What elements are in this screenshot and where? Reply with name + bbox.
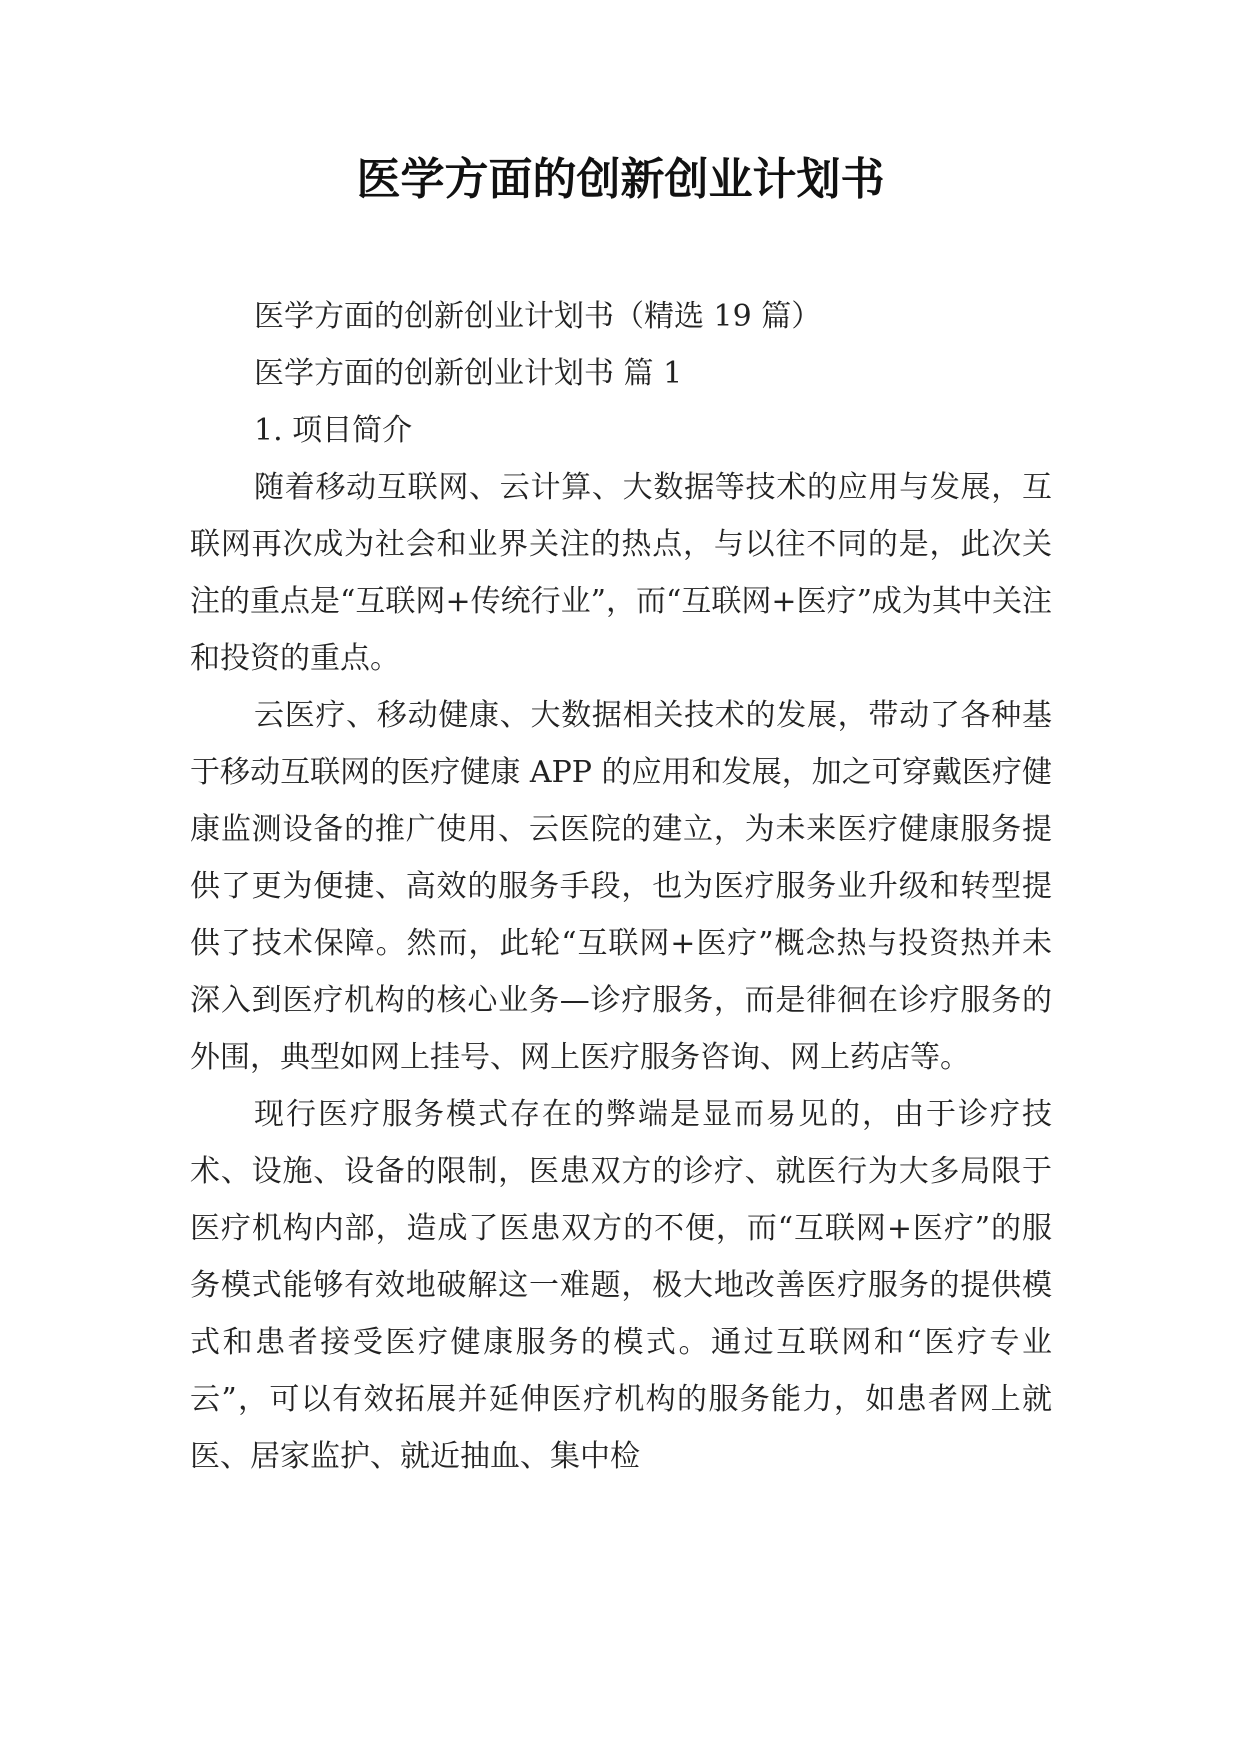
paragraph-collection-heading: 医学方面的创新创业计划书（精选 19 篇） [254,299,822,334]
document-title: 医学方面的创新创业计划书 [356,154,885,205]
paragraph-body: 现行医疗服务模式存在的弊端是显而易见的，由于诊疗技术、设施、设备的限制，医患双方的诊疗、就医行为大多局限于医疗机构内部，造成了医患双方的不便，而“互联网+医疗”的服务模式能够有效地破解这一难题，极大地改善医疗服务的提供模式和患者接受医疗健康服务的模式。通过互联网和“医疗专业云”，可以有效拓展并延伸医疗机构的服务能力，如患者网上就医、居家监护、就近抽血、集中检 [190,1097,1052,1474]
paragraph-body: 云医疗、移动健康、大数据相关技术的发展，带动了各种基于移动互联网的医疗健康 APP 的应用和发展，加之可穿戴医疗健康监测设备的推广使用、云医院的建立，为未来医疗健康服务提供了更为便捷、高效的服务手段，也为医疗服务业升级和转型提供了技术保障。然而，此轮“互联网+医疗”概念热与投资热并未深入到医疗机构的核心业务—诊疗服务，而是徘徊在诊疗服务的外围，典型如网上挂号、网上医疗服务咨询、网上药店等。 [190,698,1052,1075]
document-body [190,288,1052,1485]
paragraph-body: 随着移动互联网、云计算、大数据等技术的应用与发展，互联网再次成为社会和业界关注的热点，与以往不同的是，此次关注的重点是“互联网+传统行业”，而“互联网+医疗”成为其中关注和投资的重点。 [190,470,1052,676]
paragraph-section-heading: 医学方面的创新创业计划书 篇 1 [254,356,683,391]
paragraph-subsection-heading: 1. 项目简介 [254,413,413,448]
